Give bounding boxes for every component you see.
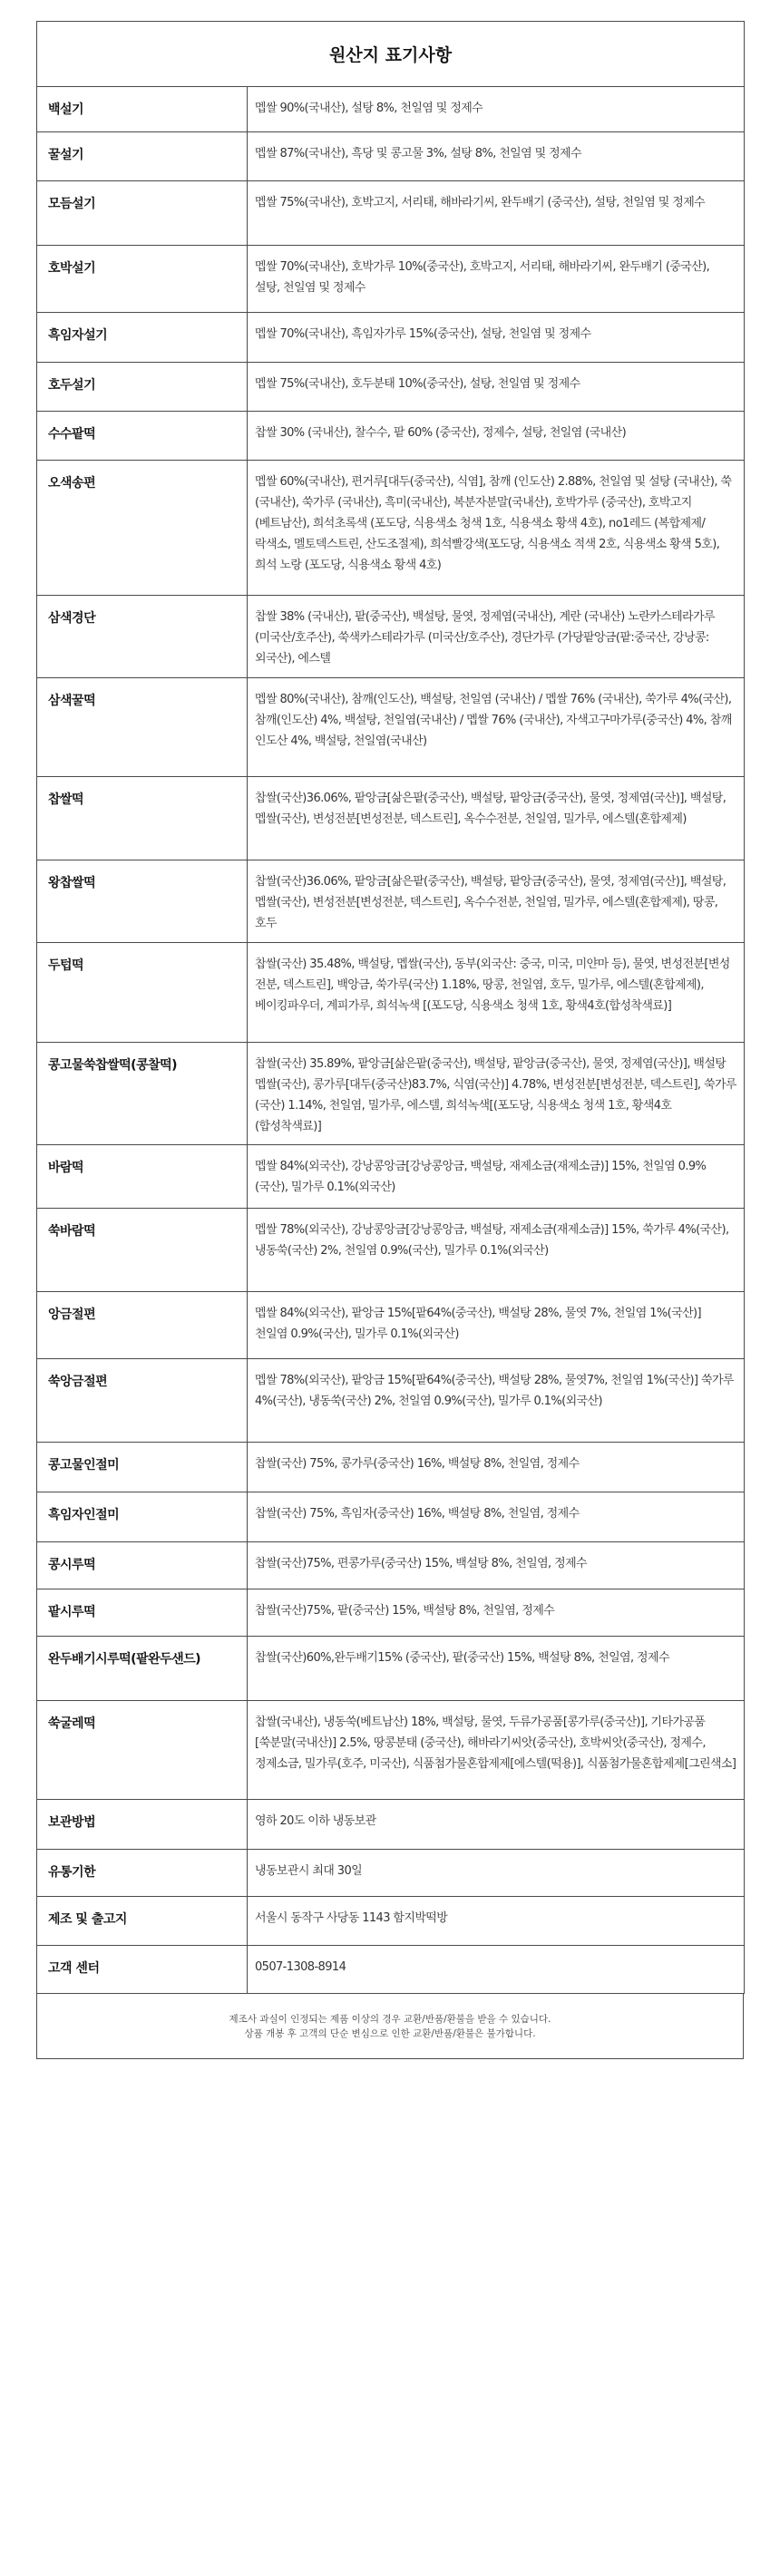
origin-rows	[37, 87, 745, 1994]
row-value: 찹쌀(국산)75%, 편콩가루(중국산) 15%, 백설탕 8%, 천일염, 정제수	[248, 1542, 745, 1589]
table-row	[37, 1492, 745, 1542]
row-label: 바람떡	[37, 1145, 248, 1209]
table-row	[37, 777, 745, 860]
row-value: 멥쌀 87%(국내산), 흑당 및 콩고물 3%, 설탕 8%, 천일염 및 정제수	[248, 132, 745, 181]
row-value: 멥쌀 78%(외국산), 팥앙금 15%[팥64%(중국산), 백설탕 28%, 물엿7%, 천일염 1%(국산)] 쑥가루 4%(국산), 냉동쑥(국산) 2%, 천일염 0.9%(국산), 밀가루 0.1%(외국산)	[248, 1359, 745, 1443]
table-row	[37, 1946, 745, 1994]
row-value: 영하 20도 이하 냉동보관	[248, 1800, 745, 1850]
row-value: 서울시 동작구 사당동 1143 함지박떡방	[248, 1897, 745, 1946]
table-row	[37, 1145, 745, 1209]
row-label: 보관방법	[37, 1800, 248, 1850]
row-label: 흑임자인절미	[37, 1492, 248, 1542]
table-row	[37, 1701, 745, 1800]
table-row	[37, 1359, 745, 1443]
table-row	[37, 363, 745, 412]
table-row	[37, 1897, 745, 1946]
notice-line-2: 상품 개봉 후 고객의 단순 변심으로 인한 교환/반품/환불은 불가합니다.	[244, 2028, 536, 2039]
row-label: 호박설기	[37, 246, 248, 313]
title-row	[37, 22, 745, 87]
row-value: 찹쌀 30% (국내산), 찰수수, 팥 60% (중국산), 정제수, 설탕, 천일염 (국내산)	[248, 412, 745, 461]
row-value: 멥쌀 70%(국내산), 호박가루 10%(중국산), 호박고지, 서리태, 해바라기씨, 완두배기 (중국산), 설탕, 천일염 및 정제수	[248, 246, 745, 313]
row-label: 모듬설기	[37, 181, 248, 246]
table-row	[37, 461, 745, 596]
table-row	[37, 596, 745, 678]
origin-info-panel	[36, 21, 744, 2059]
row-label: 팥시루떡	[37, 1589, 248, 1637]
row-label: 앙금절편	[37, 1292, 248, 1359]
row-value: 찹쌀(국내산), 냉동쑥(베트남산) 18%, 백설탕, 물엿, 두류가공품[콩가루(중국산)], 기타가공품[쑥분말(국내산)] 2.5%, 땅콩분태 (중국산), 해바라기씨앗(중국산), 호박씨앗(중국산), 정제수, 정제소금, 밀가루(호주, 미국산), 식품첨가물혼합제제[에스텔(떡용)], 식품첨가물혼합제제[그린색소]	[248, 1701, 745, 1800]
row-label: 삼색꿀떡	[37, 678, 248, 777]
table-row	[37, 313, 745, 363]
row-value: 멥쌀 84%(외국산), 강낭콩앙금[강낭콩앙금, 백설탕, 재제소금(재제소금)] 15%, 천일염 0.9%(국산), 밀가루 0.1%(외국산)	[248, 1145, 745, 1209]
row-label: 쑥굴레떡	[37, 1701, 248, 1800]
row-label: 콩고물쑥찹쌀떡(콩찰떡)	[37, 1043, 248, 1145]
page-title: 원산지 표기사항	[37, 22, 745, 87]
notice-footer	[36, 1994, 744, 2059]
table-row	[37, 181, 745, 246]
row-value: 찹쌀(국산)60%,완두배기15% (중국산), 팥(중국산) 15%, 백설탕 8%, 천일염, 정제수	[248, 1637, 745, 1701]
table-row	[37, 412, 745, 461]
row-label: 찹쌀떡	[37, 777, 248, 860]
row-value: 멥쌀 70%(국내산), 흑임자가루 15%(중국산), 설탕, 천일염 및 정제수	[248, 313, 745, 363]
table-row	[37, 132, 745, 181]
row-value: 0507-1308-8914	[248, 1946, 745, 1994]
row-label: 흑임자설기	[37, 313, 248, 363]
table-row	[37, 1292, 745, 1359]
origin-table	[36, 21, 745, 1994]
row-value: 찹쌀(국산)36.06%, 팥앙금[삶은팥(중국산), 백설탕, 팥앙금(중국산), 물엿, 정제염(국산)], 백설탕, 멥쌀(국산), 변성전분[변성전분, 덱스트린], 옥수수전분, 천일염, 밀가루, 에스텔(혼합제제), 땅콩, 호두	[248, 860, 745, 943]
row-value: 멥쌀 90%(국내산), 설탕 8%, 천일염 및 정제수	[248, 87, 745, 132]
table-row	[37, 1043, 745, 1145]
row-label: 고객 센터	[37, 1946, 248, 1994]
row-label: 호두설기	[37, 363, 248, 412]
row-label: 유통기한	[37, 1850, 248, 1897]
row-value: 멥쌀 84%(외국산), 팥앙금 15%[팥64%(중국산), 백설탕 28%, 물엿 7%, 천일염 1%(국산)] 천일염 0.9%(국산), 밀가루 0.1%(외국산)	[248, 1292, 745, 1359]
table-row	[37, 246, 745, 313]
table-row	[37, 1209, 745, 1292]
row-value: 찹쌀 38% (국내산), 팥(중국산), 백설탕, 물엿, 정제염(국내산), 계란 (국내산) 노란카스테라가루 (미국산/호주산), 쑥색카스테라가루 (미국산/호주산), 경단가루 (가당팥앙금(팥:중국산, 강낭콩:외국산), 에스텔	[248, 596, 745, 678]
row-value: 멥쌀 75%(국내산), 호두분태 10%(중국산), 설탕, 천일염 및 정제수	[248, 363, 745, 412]
table-row	[37, 1637, 745, 1701]
row-value: 멥쌀 60%(국내산), 편거루[대두(중국산), 식염], 참깨 (인도산) 2.88%, 천일염 및 설탕 (국내산), 쑥 (국내산), 쑥가루 (국내산), 흑미(국내산), 복분자분말(국내산), 호박가루 (중국산), 호박고지 (베트남산), 희석초록색 (포도당, 식용색소 청색 1호, 식용색소 황색 4호), no1레드 (복합제제/락색소, 멜토덱스트린, 산도조절제), 희석빨강색(포도당, 식용색소 적색 2호, 식용색소 황색 5호), 희석 노랑 (포도당, 식용색소 황색 4호)	[248, 461, 745, 596]
row-label: 수수팥떡	[37, 412, 248, 461]
table-row	[37, 1542, 745, 1589]
row-value: 찹쌀(국산) 35.48%, 백설탕, 멥쌀(국산), 동부(외국산: 중국, 미국, 미얀마 등), 물엿, 변성전분[변성 전분, 덱스트린], 백앙금, 쑥가루(국산) 1.18%, 땅콩, 천일염, 호두, 밀가루, 에스텔(혼합제제), 베이킹파우더, 계피가루, 희석녹색 [(포도당, 식용색소 청색 1호, 황색4호(합성착색료)]	[248, 943, 745, 1043]
table-row	[37, 1443, 745, 1492]
table-row	[37, 860, 745, 943]
row-value: 찹쌀(국산) 35.89%, 팥앙금[삶은팥(중국산), 백설탕, 팥앙금(중국산), 물엿, 정제염(국산)], 백설탕 멥쌀(국산), 콩가루[대두(중국산)83.7%, 식염(국산)] 4.78%, 변성전분[변성전분, 덱스트린], 쑥가루(국산) 1.14%, 천일염, 밀가루, 에스텔, 희석녹색[(포도당, 식용색소 청색 1호, 황색4호(합성착색료)]	[248, 1043, 745, 1145]
row-label: 완두배기시루떡(팥완두샌드)	[37, 1637, 248, 1701]
row-value: 찹쌀(국산) 75%, 콩가루(중국산) 16%, 백설탕 8%, 천일염, 정제수	[248, 1443, 745, 1492]
row-value: 찹쌀(국산) 75%, 흑임자(중국산) 16%, 백설탕 8%, 천일염, 정제수	[248, 1492, 745, 1542]
row-label: 쑥바람떡	[37, 1209, 248, 1292]
row-label: 쑥앙금절편	[37, 1359, 248, 1443]
row-value: 찹쌀(국산)36.06%, 팥앙금[삶은팥(중국산), 백설탕, 팥앙금(중국산), 물엿, 정제염(국산)], 백설탕, 멥쌀(국산), 변성전분[변성전분, 덱스트린], 옥수수전분, 천일염, 밀가루, 에스텔(혼합제제)	[248, 777, 745, 860]
row-value: 멥쌀 75%(국내산), 호박고지, 서리태, 해바라기씨, 완두배기 (중국산), 설탕, 천일염 및 정제수	[248, 181, 745, 246]
table-row	[37, 87, 745, 132]
table-row	[37, 1589, 745, 1637]
table-row	[37, 678, 745, 777]
row-value: 찹쌀(국산)75%, 팥(중국산) 15%, 백설탕 8%, 천일염, 정제수	[248, 1589, 745, 1637]
row-label: 두텁떡	[37, 943, 248, 1043]
row-label: 콩고물인절미	[37, 1443, 248, 1492]
table-row	[37, 943, 745, 1043]
table-row	[37, 1850, 745, 1897]
row-label: 제조 및 출고지	[37, 1897, 248, 1946]
table-row	[37, 1800, 745, 1850]
row-label: 콩시루떡	[37, 1542, 248, 1589]
row-value: 멥쌀 80%(국내산), 참깨(인도산), 백설탕, 천일염 (국내산) / 멥쌀 76% (국내산), 쑥가루 4%(국산), 참깨(인도산) 4%, 백설탕, 천일염(국내산) / 멥쌀 76% (국내산), 자색고구마가루(중국산) 4%, 참깨 인도산 4%, 백설탕, 천일염(국내산)	[248, 678, 745, 777]
row-value: 냉동보관시 최대 30일	[248, 1850, 745, 1897]
row-label: 오색송편	[37, 461, 248, 596]
notice-line-1: 제조사 과실이 인정되는 제품 이상의 경우 교환/반품/환불을 받을 수 있습니다.	[229, 2014, 551, 2025]
row-label: 삼색경단	[37, 596, 248, 678]
row-label: 꿀설기	[37, 132, 248, 181]
row-label: 백설기	[37, 87, 248, 132]
row-label: 왕찹쌀떡	[37, 860, 248, 943]
row-value: 멥쌀 78%(외국산), 강낭콩앙금[강낭콩앙금, 백설탕, 재제소금(재제소금)] 15%, 쑥가루 4%(국산), 냉동쑥(국산) 2%, 천일염 0.9%(국산), 밀가루 0.1%(외국산)	[248, 1209, 745, 1292]
